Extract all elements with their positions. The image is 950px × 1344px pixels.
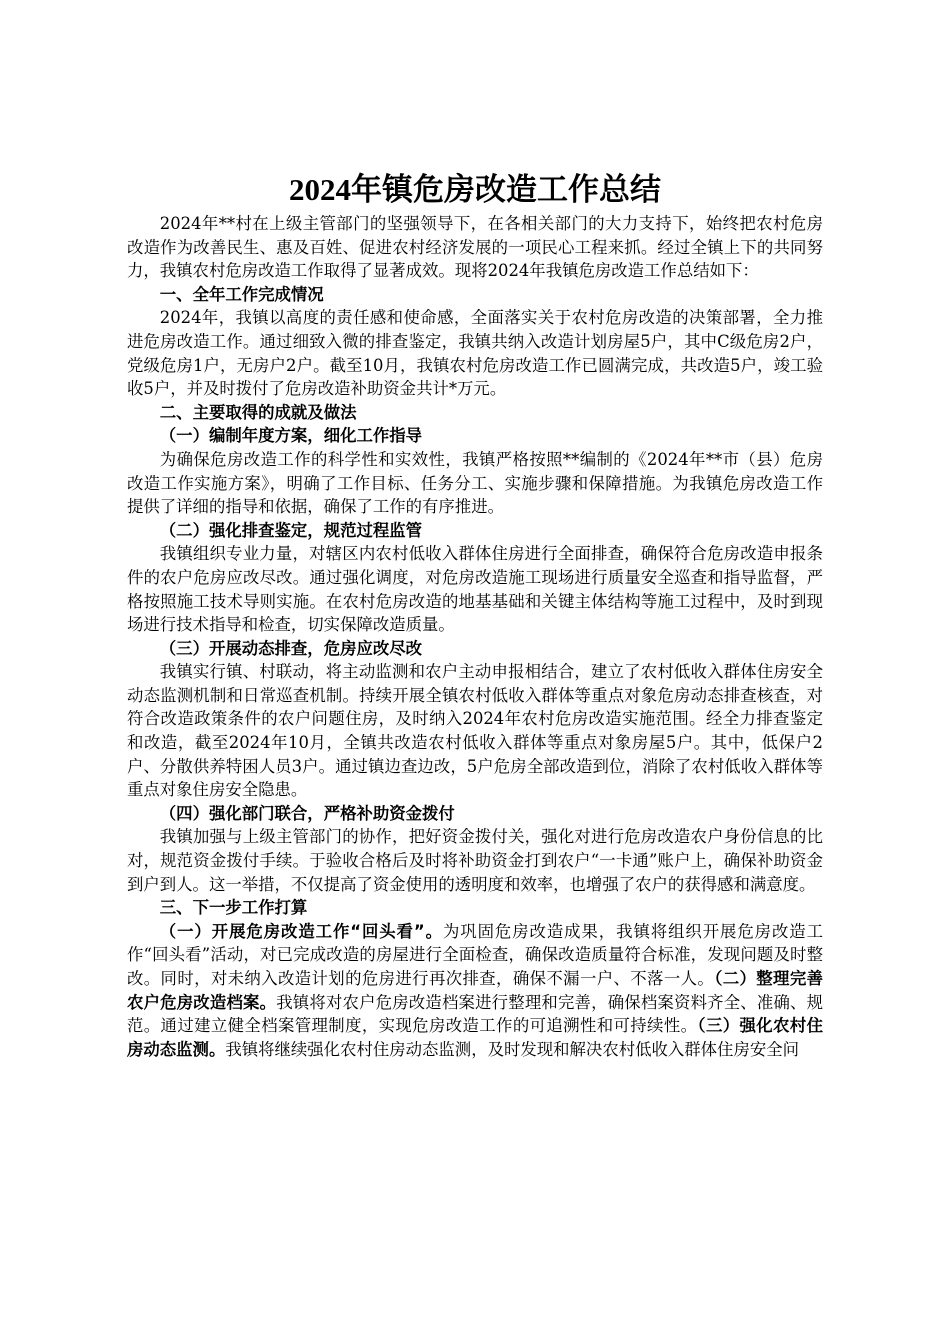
section2-sub1-heading: （一）编制年度方案，细化工作指导 <box>159 426 423 446</box>
section3-item2-heading: （二）整理完善农户危房改造档案。 <box>127 969 823 1012</box>
section2-sub3-heading: （三）开展动态排查，危房应改尽改 <box>159 638 423 658</box>
section2-sub1-paragraph: 为确保危房改造工作的科学性和实效性，我镇严格按照**编制的《2024年**市（县）危房改造工作实施方案》，明确了工作目标、任务分工、实施步骤和保障措施。为我镇危房改造工作提供了详细的指导和依据，确保了工作的有序推进。 <box>127 449 823 517</box>
section3-item3-heading: （三）强化农村住房动态监测。 <box>127 1016 823 1059</box>
section3-item2-text: 我镇将对农户危房改造档案进行整理和完善，确保档案资料齐全、准确、规范。通过建立健全档案管理制度，实现危房改造工作的可追溯性和可持续性。 <box>127 992 824 1036</box>
section2-sub2-paragraph: 我镇组织专业力量，对辖区内农村低收入群体住房进行全面排查，确保符合危房改造申报条件的农户危房应改尽改。通过强化调度，对危房改造施工现场进行质量安全巡查和指导监督，严格按照施工技术导则实施。在农村危房改造的地基基础和关键主体结构等施工过程中，及时到现场进行技术指导和检查，切实保障改造质量。 <box>127 544 823 635</box>
section3-item3-text: 我镇将继续强化农村住房动态监测，及时发现和解决农村低收入群体住房安全问 <box>225 1039 800 1059</box>
section2-sub4-paragraph: 我镇加强与上级主管部门的协作，把好资金拨付关，强化对进行危房改造农户身份信息的比对，规范资金拨付手续。于验收合格后及时将补助资金打到农户“一卡通”账户上，确保补助资金到户到人。这一举措，不仅提高了资金使用的透明度和效率，也增强了农户的获得感和满意度。 <box>127 827 823 894</box>
section1-heading: 一、全年工作完成情况 <box>159 284 324 304</box>
section2-sub4-heading: （四）强化部门联合，严格补助资金拨付 <box>159 803 455 823</box>
document-page <box>127 170 823 1061</box>
section3-item1-heading: （一）开展危房改造工作“回头看”。 <box>159 921 443 941</box>
section2-sub3-paragraph: 我镇实行镇、村联动，将主动监测和农户主动申报相结合，建立了农村低收入群体住房安全动态监测机制和日常巡查机制。持续开展全镇农村低收入群体等重点对象危房动态排查核查，对符合改造政策条件的农户问题住房，及时纳入2024年农村危房改造实施范围。经全力排查鉴定和改造，截至2024年10月，全镇共改造农村低收入群体等重点对象房屋5户。其中，低保户2户、分散供养特困人员3户。通过镇边查边改，5户危房全部改造到位，消除了农村低收入群体等重点对象住房安全隐患。 <box>127 662 823 800</box>
section3-heading: 三、下一步工作打算 <box>159 898 308 918</box>
intro-paragraph: 2024年**村在上级主管部门的坚强领导下，在各相关部门的大力支持下，始终把农村危房改造作为改善民生、惠及百姓、促进农村经济发展的一项民心工程来抓。经过全镇上下的共同努力，我镇农村危房改造工作取得了显著成效。现将2024年我镇危房改造工作总结如下： <box>127 214 823 281</box>
section2-sub2-heading: （二）强化排查鉴定，规范过程监管 <box>159 520 423 540</box>
section2-heading: 二、主要取得的成就及做法 <box>159 402 357 422</box>
document-title: 2024年镇危房改造工作总结 <box>289 172 661 207</box>
section3-item1-text: 为巩固危房改造成果，我镇将组织开展危房改造工作“回头看”活动，对已完成改造的房屋进行全面检查，确保改造质量符合标准，发现问题及时整改。同时，对未纳入改造计划的危房进行再次排查，确保不漏一户、不落一人。 <box>127 921 823 988</box>
section3-paragraph <box>127 920 823 1062</box>
section1-paragraph: 2024年，我镇以高度的责任感和使命感，全面落实关于农村危房改造的决策部署，全力推进危房改造工作。通过细致入微的排查鉴定，我镇共纳入改造计划房屋5户，其中C级危房2户，党级危房1户，无房户2户。截至10月，我镇农村危房改造工作已圆满完成，共改造5户，竣工验收5户，并及时拨付了危房改造补助资金共计*万元。 <box>127 308 823 399</box>
